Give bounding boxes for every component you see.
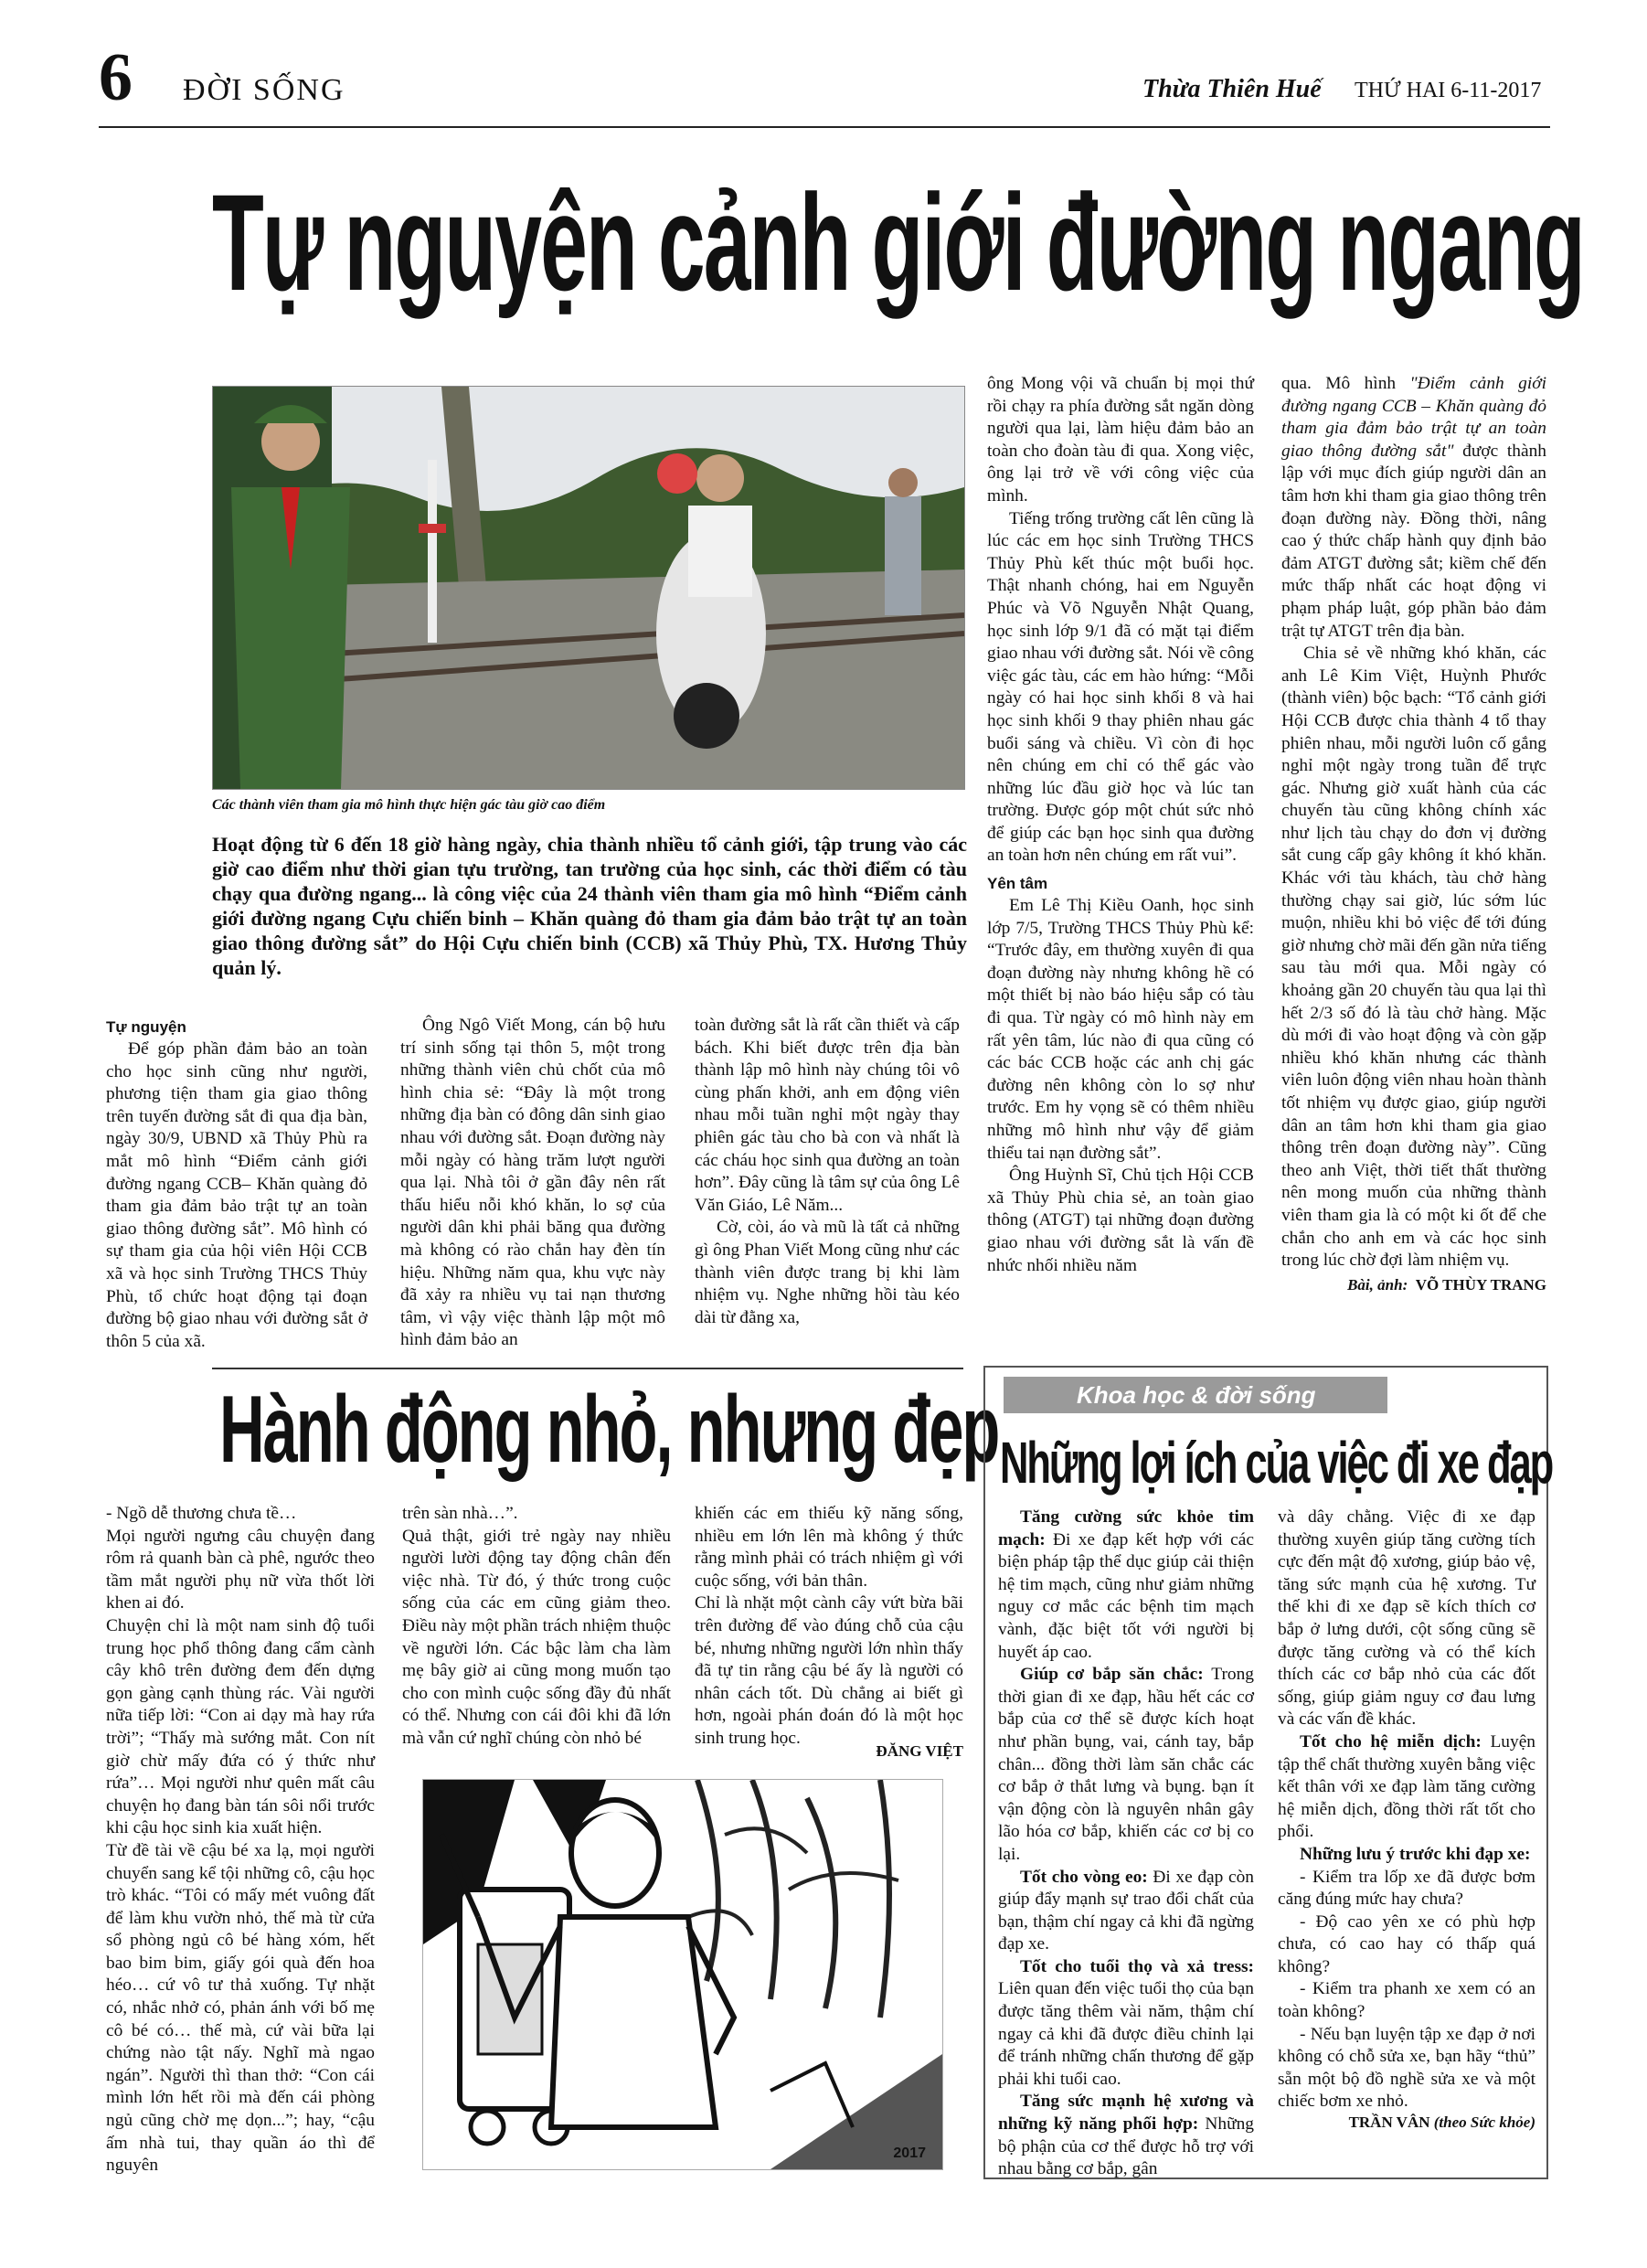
tip-item: - Kiểm tra phanh xe xem có an toàn không? xyxy=(1278,1979,1535,2022)
paragraph-text: Những bộ phận của cơ thể được hỗ trợ với nhau bằng cơ bắp, gân xyxy=(998,2114,1254,2179)
paragraph: Ông Huỳnh Sĩ, Chủ tịch Hội CCB xã Thủy Phù chia sẻ, an toàn giao thông (ATGT) tại những đoạn đường giao nhau với đường sắt là vấn đề nhức nhối nhiều năm xyxy=(987,1166,1254,1275)
subhead-bold: Tăng cường sức khỏe tim mạch: xyxy=(998,1507,1254,1549)
subhead-bold: Giúp cơ bắp săn chắc: xyxy=(1020,1665,1204,1685)
article1-photo xyxy=(212,386,965,790)
subhead-bold: Tăng sức mạnh hệ xương và những kỹ năng phối hợp: xyxy=(998,2092,1254,2135)
paragraph xyxy=(998,1664,1254,1866)
railway-crossing-photo-icon xyxy=(213,387,964,789)
paragraph-text: Luyện tập thể chất thường xuyên bằng việc kết thân với xe đạp làm tăng cường hệ miễn dịch, đồng thời rất tốt cho phổi. xyxy=(1278,1731,1536,1842)
paragraph xyxy=(998,1956,1254,2092)
page-number: 6 xyxy=(99,40,133,115)
paragraph xyxy=(998,1867,1254,1956)
article1-column-5 xyxy=(1281,373,1546,1294)
paragraph xyxy=(998,2091,1254,2180)
article2-byline: ĐĂNG VIỆT xyxy=(876,1742,963,1760)
paragraph: ông Mong vội vã chuẩn bị mọi thứ rồi chạy ra phía đường sắt ngăn dòng người qua lại, làm hiệu đảm bảo an toàn cho đoàn tàu đi qua. Xong việc, ông lại trở về với công việc của mình. xyxy=(987,374,1254,506)
article1-headline: Tự nguyện cảnh giới đường ngang xyxy=(212,165,1584,319)
article1-column-4 xyxy=(987,373,1254,1277)
paragraph xyxy=(1278,1731,1535,1844)
article2-column-3: khiến các em thiếu kỹ năng sống, nhiều em lớn lên mà không ý thức rằng mình phải có trách nhiệm gì với cuộc sống, với bản thân. Chỉ là nhặt một cành cây vứt bừa bãi trên đường để vào đúng chỗ của cậu bé, nhưng những người lớn nhìn thấy đã tự tin rằng cậu bé ấy là người có nhân cách tốt. Dù chẳng ai biết gì hơn, ngoài phán đoán đó là một học sinh trung học. xyxy=(695,1504,963,1748)
byline-source: (theo Sức khỏe) xyxy=(1433,2114,1535,2132)
paragraph: Ông Ngô Viết Mong, cán bộ hưu trí sinh sống tại thôn 5, một trong những thành viên chủ chốt của mô hình chia sẻ: “Đây là một trong những địa bàn có đông dân sinh giao nhau với đường sắt. Đoạn đường này mỗi ngày có hàng trăm lượt người qua lại. Nhà tôi ở gần đây nên rất thấu hiểu nỗi khó khăn, lo sợ của người dân khi phải băng qua đường mà không có rào chắn hay đèn tín hiệu. Những năm qua, khu vực này đã xảy ra nhiều vụ tai nạn thương tâm, vì vậy việc thành lập một mô hình đảm bảo an xyxy=(400,1016,665,1350)
article2-column-2: trên sàn nhà…”. Quả thật, giới trẻ ngày nay nhiều người lười động tay động chân đến việc nhà. Từ đó, ý thức trong cuộc sống của các em cũng giảm theo. Điều này một phần trách nhiệm thuộc về người lớn. Các bậc làm cha làm mẹ bây giờ ai cũng mong muốn tạo cho con mình cuộc sống đầy đủ nhất có thể. Nhưng con cái đôi khi đã lớn mà vẫn cứ nghĩ chúng còn nhỏ bé xyxy=(402,1504,671,1748)
section-name: ĐỜI SỐNG xyxy=(183,73,345,107)
paragraph: toàn đường sắt là rất cần thiết và cấp bách. Khi biết được trên địa bàn thành lập mô hình này chúng tôi vô cùng phấn khởi, anh em động viên nhau mỗi tuần nghỉ một ngày thay phiên gác tàu cho bà con và nhất là các cháu học sinh qua đường an toàn hơn”. Đây cũng là tâm sự của ông Lê Văn Giáo, Lê Năm... xyxy=(695,1016,960,1215)
subhead-bold: Tốt cho hệ miễn dịch: xyxy=(1300,1731,1482,1752)
article1-column-3 xyxy=(695,1015,960,1329)
byline-name: VÕ THÙY TRANG xyxy=(1415,1275,1546,1294)
article1-column-1 xyxy=(106,1015,367,1353)
model-name-italic: "Điểm cảnh giới đường ngang CCB – Khăn quàng đỏ tham gia đảm bảo trật tự an toàn giao thông đường sắt" xyxy=(1281,374,1546,461)
paragraph-text: qua. Mô hình xyxy=(1281,374,1410,393)
paragraph: Để góp phần đảm bảo an toàn cho học sinh cũng như người, phương tiện tham gia giao thông trên tuyến đường sắt đi qua địa bàn, ngày 30/9, UBND xã Thủy Phù ra mắt mô hình “Điểm cảnh giới đường ngang CCB– Khăn quàng đỏ tham gia đảm bảo trật tự an toàn giao thông đường sắt”. Mô hình có sự tham gia của hội viên Hội CCB xã và học sinh Trường THCS Thủy Phù, tổ chức hoạt động tại đoạn đường bộ giao nhau với đường sắt ở thôn 5 của xã. xyxy=(106,1039,367,1351)
paragraph-text: được thành lập với mục đích giúp người dân an tâm hơn khi tham gia giao thông trên đoạn đường này. Đồng thời, nâng cao ý thức chấp hành quy định bảo đảm ATGT đường sắt; kiềm chế đến mức thấp nhất các hoạt động vi phạm pháp luật, góp phần bảo đảm trật tự ATGT trên địa bàn. xyxy=(1281,441,1546,641)
paragraph: Tiếng trống trường cất lên cũng là lúc các em học sinh Trường THCS Thủy Phù kết thúc một buổi học. Thật nhanh chóng, hai em Nguyễn Phúc và Võ Nguyễn Nhật Quang, học sinh lớp 9/1 đã có mặt tại điểm giao nhau với đường sắt. Nói về công việc gác tàu, các em hào hứng: “Mỗi ngày có hai học sinh khối 8 và hai học sinh khối 9 thay phiên nhau gác buổi sáng và chiều. Vì còn đi học nên chúng em chỉ có thể gác vào những lúc đầu giờ học và lúc tan trường. Được góp một chút sức nhỏ để giúp các bạn học sinh qua đường an toàn hơn nên chúng em rất vui”. xyxy=(987,508,1254,866)
tip-item: - Độ cao yên xe có phù hợp chưa, có cao hay có thấp quá không? xyxy=(1278,1911,1535,1976)
paragraph: Chia sẻ về những khó khăn, các anh Lê Kim Việt, Huỳnh Phước (thành viên) bộc bạch: “Tổ cảnh giới Hội CCB được chia thành 4 tổ thay phiên nhau, mỗi người luôn cố gắng nghỉ một ngày trong tuần để trực gác. Nhưng giờ xuất hành của các chuyến tàu cũng không chính xác như lịch tàu chạy do đơn vị đường sắt cung cấp gây không ít khó khăn. Khác với tàu khách, tàu chở hàng thường chạy sai giờ, lúc sớm lúc muộn, nhiều khi bỏ việc để tới đúng giờ nhưng chờ mãi đến gần nửa tiếng sau tàu mới qua. Mỗi ngày có khoảng gần 20 chuyến tàu qua lại thì hết 2/3 số đó là tàu chở hàng. Mặc dù mới đi vào hoạt động và còn gặp nhiều khó khăn nhưng các thành viên luôn động viên nhau hoàn thành tốt nhiệm vụ được giao, giúp người dân an tâm hơn khi tham gia giao thông trên đoạn đường này”. Cũng theo anh Việt, thời tiết thất thường nên mong muốn của những thành viên tham gia là có một ki ốt để che chắn cho anh em và các học sinh trong lúc chờ đợi làm nhiệm vụ. xyxy=(1281,644,1546,1271)
paragraph-text: Đi xe đạp còn giúp đẩy mạnh sự trao đổi chất của bạn, thậm chí ngay cả khi đã ngừng đạp xe. xyxy=(998,1867,1254,1954)
newspaper-name: Thừa Thiên Huế xyxy=(1142,75,1322,103)
article1-lead: Hoạt động từ 6 đến 18 giờ hàng ngày, chia thành nhiều tổ cảnh giới, tập trung vào các giờ cao điểm như thời gian tựu trường, tan trường của học sinh, các thời điểm có tàu chạy qua đường ngang... là công việc của 24 thành viên tham gia mô hình “Điểm cảnh giới đường ngang Cựu chiến binh – Khăn quàng đỏ tham gia đảm bảo trật tự an toàn giao thông đường sắt” do Hội Cựu chiến binh (CCB) xã Thủy Phù, TX. Hương Thủy quản lý. xyxy=(212,833,967,979)
article2-illustration xyxy=(422,1779,943,2170)
header-rule xyxy=(99,126,1550,128)
paragraph xyxy=(1281,373,1546,643)
paragraph: Em Lê Thị Kiều Oanh, học sinh lớp 7/5, Trường THCS Thủy Phù kể: “Trước đây, em thường xuyên đi qua đoạn đường này nhưng không hề có một thiết bị nào báo hiệu sắp có tàu đi qua. Từ ngày có mô hình này em rất yên tâm, lúc nào đi qua cũng có các bác CCB hoặc các anh chị gác đường nên không còn lo sợ như trước. Em hy vọng sẽ có thêm nhiều những mô hình như vậy để giảm thiểu tai nạn đường sắt”. xyxy=(987,896,1254,1163)
paragraph xyxy=(998,1507,1254,1664)
sidebar-byline xyxy=(1278,2114,1535,2132)
sidebar-column-1 xyxy=(998,1507,1254,2181)
byline-label: Bài, ảnh: xyxy=(1347,1275,1408,1294)
paragraph-text: Trong thời gian đi xe đạp, hầu hết các cơ bắp của cơ thể sẽ được kích hoạt như phần bụng, vai, cánh tay, bắp chân... đồng thời làm săn chắc các cơ bắp ở thắt lưng và bụng. bạn ít vận động còn là nguyên nhân gây lão hóa cơ bắp, khiến các cơ bị co lại. xyxy=(998,1665,1255,1864)
tip-item: - Kiểm tra lốp xe đã được bơm căng đúng mức hay chưa? xyxy=(1278,1867,1535,1910)
paragraph-text: Liên quan đến việc tuổi thọ của bạn được tăng thêm vài năm, thậm chí ngay cả khi đã được điều chỉnh lại để tránh những chấn thương để gặp phải khi tuổi cao. xyxy=(998,1979,1254,2089)
illustration-year: 2017 xyxy=(893,2146,926,2161)
sidebar-tag: Khoa học & đời sống xyxy=(1004,1377,1387,1413)
sidebar-headline: Những lợi ích của việc đi xe đạp xyxy=(1000,1430,1553,1496)
article2-column-1: - Ngồ dễ thương chưa tề… Mọi người ngưng câu chuyện đang rôm rả quanh bàn cà phê, ngước theo tầm mắt người phụ nữ vừa thốt lời khen ai đó. Chuyện chỉ là một nam sinh độ tuổi trung học phổ thông đang cẩm cành cây khô trên đường đem đến dựng gọn gàng cạnh thùng rác. Vài người nữa tiếp lời: “Con ai dạy mà hay rứa trời”; “Thấy mà sướng mắt. Con nít giờ chừ mấy đứa có ý thức như rứa”… Mọi người như quên mất câu chuyện họ đang bàn tán sôi nổi trước khi cậu học sinh kia xuất hiện. Từ đề tài về cậu bé xa lạ, mọi người chuyển sang kể tội những cô, cậu học trò khác. “Tôi có mấy mét vuông đất để làm khu vườn nhỏ, thế mà từ cửa sổ phòng ngủ cô bé hàng xóm, hết bao bim bim, giấy gói quà đến hoa héo… cứ vô tư thả xuống. Tự nhặt có, nhắc nhở có, phản ánh với bố mẹ cô bé có… thế mà, cứ vài bữa lại chứng nào tật nấy. Nghĩ mà ngao ngán”. Người thì than thở: “Con cái mình lớn hết rồi mà đến cái phòng ngủ cũng chờ mẹ dọn...”; hay, “cậu ấm nhà tui, thay quần áo thì để nguyên xyxy=(106,1504,375,2176)
article2-divider xyxy=(212,1368,963,1369)
issue-date: THỨ HAI 6-11-2017 xyxy=(1355,79,1542,102)
subhead-bold: Tốt cho tuổi thọ và xả tress: xyxy=(1020,1956,1254,1976)
byline-name: TRẦN VÂN xyxy=(1348,2114,1430,2132)
subhead-bold: Tốt cho vòng eo: xyxy=(1020,1867,1148,1887)
subhead-yen-tam: Yên tâm xyxy=(987,875,1048,893)
sidebar-column-2 xyxy=(1278,1507,1535,2132)
article2-headline: Hành động nhỏ, nhưng đẹp xyxy=(219,1377,999,1483)
paragraph-text: Đi xe đạp kết hợp với các biện pháp tập thể dục giúp cải thiện hệ tim mạch, cũng như giảm những nguy cơ mắc các bệnh tim mạch vành, đặc biệt tốt với người bị huyết áp cao. xyxy=(998,1529,1254,1662)
paragraph: Cờ, còi, áo và mũ là tất cả những gì ông Phan Viết Mong cũng như các thành viên được trang bị khi làm nhiệm vụ. Nghe những hồi tàu kéo dài từ đằng xa, xyxy=(695,1218,960,1327)
article1-column-2 xyxy=(400,1015,665,1352)
subhead-tips: Những lưu ý trước khi đạp xe: xyxy=(1300,1844,1531,1864)
paragraph: và dây chằng. Việc đi xe đạp thường xuyên giúp tăng cường tích cực đến mật độ xương, giúp bảo vệ, tăng sức mạnh của hệ xương. Tư thế khi đi xe đạp sẽ kích thích cơ bắp ở lưng dưới, cột sống cũng sẽ được tăng cường và có thể kích thích các cơ bắp nhỏ của các đốt sống, giúp giảm nguy cơ đau lưng và các vấn đề khác. xyxy=(1278,1507,1535,1730)
tip-item: - Nếu bạn luyện tập xe đạp ở nơi không có chỗ sửa xe, bạn hãy “thủ” sẵn một bộ đồ nghề sửa xe và một chiếc bơm xe nhỏ. xyxy=(1278,2024,1535,2112)
boy-trash-bin-illustration-icon xyxy=(423,1780,942,2169)
article1-byline xyxy=(1281,1276,1546,1294)
subhead-tu-nguyen: Tự nguyện xyxy=(106,1018,186,1036)
article1-photo-caption: Các thành viên tham gia mô hình thực hiện gác tàu giờ cao điểm xyxy=(212,797,606,813)
